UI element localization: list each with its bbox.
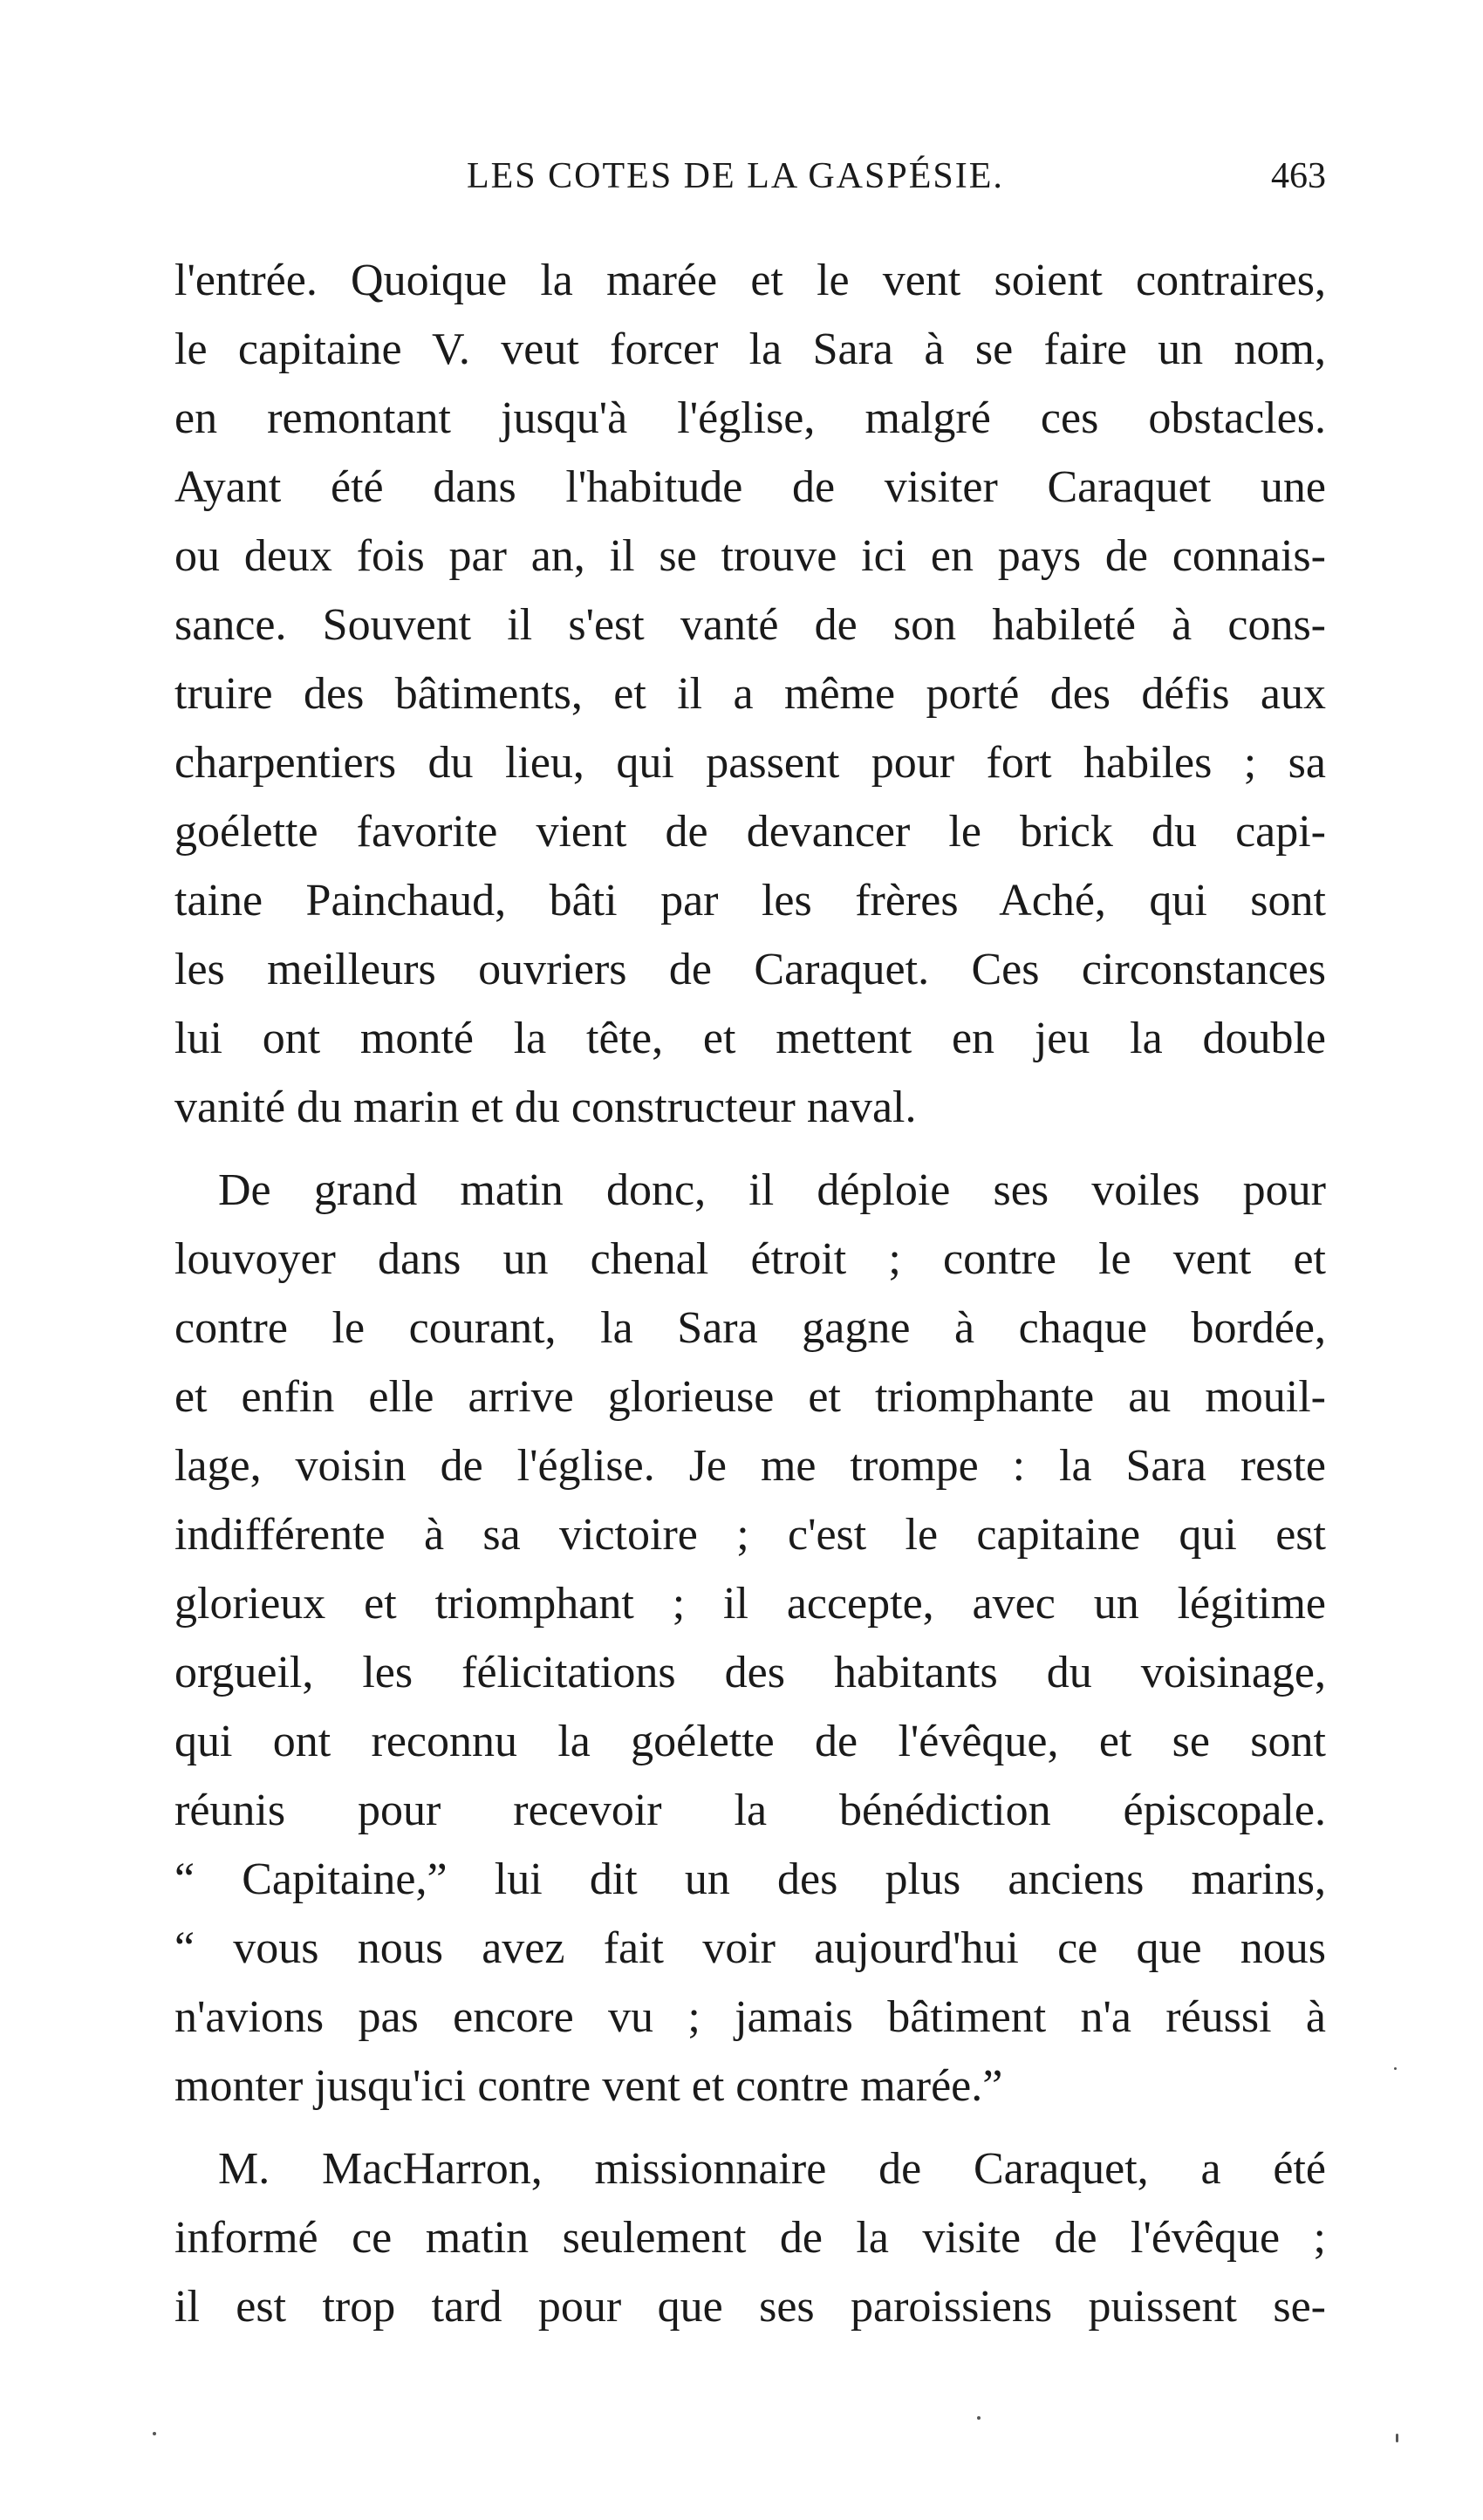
text-line: M. MacHarron, missionnaire de Caraquet, a été xyxy=(218,2144,1326,2194)
running-title: LES COTES DE LA GASPÉSIE. xyxy=(467,156,1004,196)
text-line: réunis pour recevoir la bénédiction épiscopale. xyxy=(174,1786,1326,1835)
running-head xyxy=(174,155,1326,208)
text-line: sance. Souvent il s'est vanté de son habileté à cons- xyxy=(174,600,1326,650)
text-line: contre le courant, la Sara gagne à chaque bordée, xyxy=(174,1303,1326,1353)
paragraph-1 xyxy=(174,246,1326,1142)
text-line: indifférente à sa victoire ; c'est le capitaine qui est xyxy=(174,1510,1326,1560)
text-line: il est trop tard pour que ses paroissiens puissent se- xyxy=(174,2282,1326,2332)
text-line: truire des bâtiments, et il a même porté des défis aux xyxy=(174,669,1326,719)
text-line: vanité du marin et du constructeur naval. xyxy=(174,1082,917,1132)
text-line: informé ce matin seulement de la visite de l'évêque ; xyxy=(174,2213,1326,2263)
text-line: qui ont reconnu la goélette de l'évêque, et se sont xyxy=(174,1717,1326,1766)
text-line: ou deux fois par an, il se trouve ici en pays de connais- xyxy=(174,531,1326,581)
text-line: en remontant jusqu'à l'église, malgré ces obstacles. xyxy=(174,393,1326,443)
print-speck xyxy=(1394,2067,1397,2070)
text-line: monter jusqu'ici contre vent et contre marée.” xyxy=(174,2061,1003,2111)
text-line: goélette favorite vient de devancer le brick du capi- xyxy=(174,807,1326,857)
text-line: taine Painchaud, bâti par les frères Aché, qui sont xyxy=(174,876,1326,925)
text-line: “ vous nous avez fait voir aujourd'hui ce que nous xyxy=(174,1923,1326,1973)
text-line: lui ont monté la tête, et mettent en jeu la double xyxy=(174,1014,1326,1063)
print-speck xyxy=(153,2432,156,2435)
page-number: 463 xyxy=(1271,156,1326,196)
paragraph-gap xyxy=(174,1142,1326,1156)
paragraph-2 xyxy=(174,1156,1326,2120)
text-line: et enfin elle arrive glorieuse et triomphante au mouil- xyxy=(174,1372,1326,1422)
print-speck xyxy=(1396,2434,1398,2442)
text-line: lage, voisin de l'église. Je me trompe : la Sara reste xyxy=(174,1441,1326,1491)
text-line: glorieux et triomphant ; il accepte, avec un légitime xyxy=(174,1579,1326,1629)
text-line: orgueil, les félicitations des habitants du voisinage, xyxy=(174,1648,1326,1697)
text-line: De grand matin donc, il déploie ses voiles pour xyxy=(218,1165,1326,1215)
text-line: Ayant été dans l'habitude de visiter Caraquet une xyxy=(174,462,1326,512)
paragraph-3 xyxy=(174,2134,1326,2341)
print-speck xyxy=(977,2416,981,2420)
body-text xyxy=(174,246,1326,2341)
text-line: l'entrée. Quoique la marée et le vent soient contraires, xyxy=(174,256,1326,305)
text-line: les meilleurs ouvriers de Caraquet. Ces circonstances xyxy=(174,945,1326,994)
paragraph-gap xyxy=(174,2120,1326,2134)
text-line: n'avions pas encore vu ; jamais bâtiment n'a réussi à xyxy=(174,1992,1326,2042)
text-line: louvoyer dans un chenal étroit ; contre le vent et xyxy=(174,1234,1326,1284)
text-line: charpentiers du lieu, qui passent pour fort habiles ; sa xyxy=(174,738,1326,788)
text-line: “ Capitaine,” lui dit un des plus anciens marins, xyxy=(174,1854,1326,1904)
text-line: le capitaine V. veut forcer la Sara à se faire un nom, xyxy=(174,324,1326,374)
